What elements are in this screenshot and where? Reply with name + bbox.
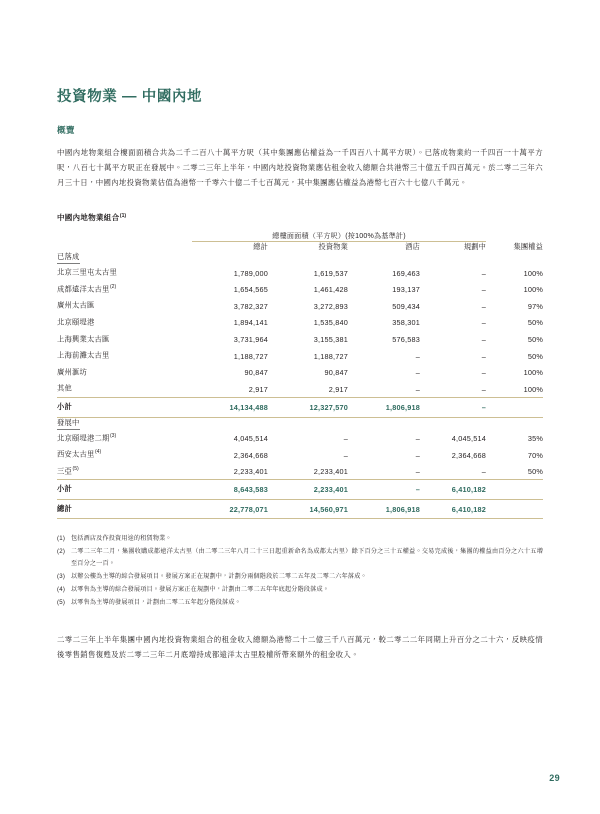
row-name-text: 成都遠洋太古里 <box>57 284 110 294</box>
grand-total-label: 總計 <box>57 499 192 519</box>
table-body-completed <box>57 252 543 417</box>
cell-planned: – <box>481 285 487 295</box>
cell-hotel: – <box>415 351 420 361</box>
row-name-text: 三亞 <box>57 466 72 476</box>
closing-paragraph: 二零二三年上半年集團中國內地投資物業組合的租金收入總額為港幣二十二億三千八百萬元，較二零二二年同期上升百分之二十六，反映疫情後零售銷售復甦及於二零二三年二月底增持成都遠洋太古里股權所帶來額外的租金收入。 <box>57 634 543 659</box>
cell-total: 4,045,514 <box>233 434 268 444</box>
section-label-cell <box>57 417 543 430</box>
row-name-text: 上海前灘太古里 <box>57 350 110 360</box>
table-row <box>57 347 543 364</box>
footnote-text: 以零售為主導的綜合發展項目。發展方案正在規劃中，計劃由二零二五年年底起分階段落成。 <box>71 585 330 593</box>
cell-interest: 35% <box>527 434 544 444</box>
row-name <box>57 430 192 447</box>
grand-total-planned: 6,410,182 <box>420 499 486 519</box>
row-footnote-marker: (5) <box>72 465 79 472</box>
cell-hotel: 509,434 <box>392 301 420 311</box>
cell-planned: – <box>481 368 487 378</box>
cell-interest: 50% <box>527 467 544 477</box>
subtotal-planned: 6,410,182 <box>420 480 486 500</box>
row-name <box>57 364 192 381</box>
cell-investment: 1,535,840 <box>313 318 348 328</box>
cell-planned: – <box>481 384 487 394</box>
subtotal-row-development <box>57 480 543 500</box>
cell-investment: 2,917 <box>328 384 348 394</box>
row-name <box>57 297 192 314</box>
cell-investment: 2,233,401 <box>313 467 348 477</box>
cell-planned: – <box>481 351 487 361</box>
row-footnote-marker: (4) <box>94 449 102 456</box>
overview-heading: 概覽 <box>57 124 75 135</box>
section-label-row-development <box>57 417 543 430</box>
row-name-text: 廣州滙坊 <box>57 367 87 377</box>
row-name-text: 西安太古里 <box>57 449 95 459</box>
subtotal-interest <box>486 480 543 500</box>
footnote-item <box>57 571 543 583</box>
footnote-item <box>57 584 543 596</box>
footnote-marker: (3) <box>57 572 66 580</box>
cell-investment: 1,188,727 <box>313 351 348 361</box>
table-title-text: 中國內地物業組合 <box>57 213 120 223</box>
cell-total: 2,233,401 <box>233 467 268 477</box>
footnote-item <box>57 597 543 609</box>
row-name <box>57 281 192 298</box>
cell-investment: 3,272,893 <box>313 301 348 311</box>
grand-total-hotel: 1,806,918 <box>348 499 420 519</box>
footnote-marker: (2) <box>57 548 66 556</box>
table-row <box>57 331 543 348</box>
cell-investment: – <box>343 450 348 460</box>
cell-interest: 100% <box>523 268 544 278</box>
table-title <box>57 212 543 223</box>
page-number: 29 <box>549 773 560 783</box>
row-name <box>57 347 192 364</box>
cell-interest: 100% <box>523 368 544 378</box>
footnote-text: 以零售為主導的發展項目，計劃由二零二五年起分階段落成。 <box>71 598 241 606</box>
row-footnote-marker <box>109 334 110 340</box>
cell-planned: – <box>481 301 487 311</box>
table-row <box>57 314 543 331</box>
cell-interest: 70% <box>527 450 544 460</box>
row-footnote-marker <box>94 317 95 323</box>
cell-hotel: – <box>415 467 420 477</box>
footnote-text: 以辦公樓為主導的綜合發展項目。發展方案正在規劃中，計劃分兩個階段於二零二五年及二零二六年落成。 <box>71 572 367 580</box>
row-name-text: 廣州太古匯 <box>57 300 95 310</box>
cell-total: 3,731,964 <box>233 335 268 345</box>
cell-investment: 1,619,537 <box>313 268 348 278</box>
cell-total: 1,894,141 <box>233 318 268 328</box>
grand-total-total: 22,778,071 <box>192 499 268 519</box>
cell-hotel: – <box>415 384 420 394</box>
table-row <box>57 463 543 480</box>
row-name <box>57 264 192 281</box>
cell-total: 1,188,727 <box>233 351 268 361</box>
cell-hotel: – <box>415 450 420 460</box>
table-row <box>57 380 543 397</box>
row-name-text: 其他 <box>57 383 72 393</box>
subtotal-total: 8,643,583 <box>192 480 268 500</box>
cell-planned: – <box>481 467 487 477</box>
col-head-hotel: 酒店 <box>405 242 420 252</box>
cell-hotel: – <box>415 434 420 444</box>
col-head-name <box>57 242 192 253</box>
cell-hotel: 193,137 <box>392 285 420 295</box>
table-row <box>57 297 543 314</box>
row-footnote-marker <box>72 383 73 389</box>
row-name-text: 北京頤堤港 <box>57 317 95 327</box>
page-title: 投資物業 — 中國內地 <box>57 89 203 105</box>
row-name <box>57 446 192 463</box>
footnote-item <box>57 533 543 545</box>
grand-total-interest <box>486 499 543 519</box>
table-row <box>57 281 543 298</box>
footnote-text: 二零二三年二月，集團收購成都遠洋太古里（由二零二三年八月二十三日起重新命名為成都太古里）餘下百分之三十五權益。交易完成後，集團的權益由百分之六十五增至百分之一百。 <box>71 548 543 568</box>
row-footnote-marker: (2) <box>109 283 117 290</box>
cell-planned: – <box>481 268 487 278</box>
table-body-under-development <box>57 417 543 519</box>
subtotal-total: 14,134,488 <box>192 398 268 418</box>
cell-interest: 50% <box>527 318 544 328</box>
table-row <box>57 446 543 463</box>
col-head-interest: 集團權益 <box>513 242 544 252</box>
col-head-investment: 投資物業 <box>318 242 348 252</box>
cell-investment: 90,847 <box>324 368 348 378</box>
footnote-marker: (4) <box>57 585 66 593</box>
row-name <box>57 463 192 480</box>
footnote-marker: (1) <box>57 535 66 543</box>
cell-hotel: 358,301 <box>392 318 420 328</box>
cell-planned: 2,364,668 <box>451 450 487 460</box>
subtotal-hotel: – <box>348 480 420 500</box>
cell-investment: 3,155,381 <box>313 335 348 345</box>
row-footnote-marker <box>87 367 88 373</box>
subtotal-label: 小計 <box>57 398 192 418</box>
section-label-development: 發展中 <box>57 418 80 430</box>
cell-total: 3,782,327 <box>233 301 268 311</box>
row-footnote-marker <box>94 300 95 306</box>
subtotal-investment: 2,233,401 <box>268 480 348 500</box>
china-portfolio-table <box>57 231 543 519</box>
table-head <box>57 231 543 252</box>
cell-total: 90,847 <box>244 368 268 378</box>
col-head-total: 總計 <box>253 242 268 252</box>
subtotal-interest <box>486 398 543 418</box>
cell-investment: – <box>343 434 348 444</box>
col-head-planned: 規劃中 <box>463 242 487 252</box>
cell-planned: 4,045,514 <box>451 434 487 444</box>
cell-total: 2,364,668 <box>233 450 268 460</box>
subtotal-label: 小計 <box>57 480 192 500</box>
footnote-text: 包括酒店及作投資用途的租賃物業。 <box>71 535 172 543</box>
cell-planned: – <box>481 335 487 345</box>
row-name <box>57 314 192 331</box>
row-footnote-marker <box>117 267 118 273</box>
row-footnote-marker: (3) <box>109 432 117 439</box>
cell-hotel: 576,583 <box>392 335 420 345</box>
cell-interest: 100% <box>523 384 544 394</box>
footnote-item <box>57 546 543 570</box>
table-row <box>57 364 543 381</box>
subtotal-investment: 12,327,570 <box>268 398 348 418</box>
table-group-header-row <box>57 231 543 242</box>
grand-total-row <box>57 499 543 519</box>
row-name-text: 上海興業太古匯 <box>57 334 110 344</box>
cell-interest: 50% <box>527 351 544 361</box>
cell-total: 1,789,000 <box>233 268 268 278</box>
section-label-completed: 已落成 <box>57 252 80 264</box>
row-name <box>57 380 192 397</box>
subtotal-hotel: 1,806,918 <box>348 398 420 418</box>
row-name-text: 北京三里屯太古里 <box>57 267 117 277</box>
cell-investment: 1,461,428 <box>313 285 348 295</box>
section-label-cell <box>57 252 543 264</box>
cell-interest: 97% <box>527 301 544 311</box>
group-header-spacer-right <box>486 231 543 242</box>
subtotal-planned: – <box>420 398 486 418</box>
row-footnote-marker <box>109 350 110 356</box>
table-column-header-row <box>57 242 543 253</box>
subtotal-row-completed <box>57 398 543 418</box>
overview-paragraph: 中國內地物業組合樓面面積合共為二千二百八十萬平方呎（其中集團應佔權益為一千四百八十萬平方呎）。已落成物業約一千四百一十萬平方呎，八百七十萬平方呎正在發展中。二零二三年上半年，中國內地投資物業應佔租金收入總額合共港幣三十億五千四百萬元。於二零二三年六月三十日，中國內地投資物業估值為港幣一千零六十億二千七百萬元，其中集團應佔權益為港幣七百六十七億八千萬元。 <box>57 147 543 188</box>
table-row <box>57 264 543 281</box>
cell-interest: 50% <box>527 335 544 345</box>
row-name <box>57 331 192 348</box>
cell-total: 2,917 <box>248 384 268 394</box>
group-header-spacer <box>57 231 192 242</box>
footnotes-list <box>57 533 543 608</box>
cell-hotel: – <box>415 368 420 378</box>
page-content <box>57 88 543 662</box>
table-title-footnote-marker: (1) <box>119 212 127 219</box>
cell-planned: – <box>481 318 487 328</box>
cell-interest: 100% <box>523 285 544 295</box>
table-row <box>57 430 543 447</box>
grand-total-investment: 14,560,971 <box>268 499 348 519</box>
cell-total: 1,654,565 <box>233 285 268 295</box>
cell-hotel: 169,463 <box>392 268 420 278</box>
footnote-marker: (5) <box>57 598 66 606</box>
group-header-gfa: 總樓面面積（平方呎）(按100%為基準計) <box>192 231 486 242</box>
row-name-text: 北京頤堤港二期 <box>57 433 110 443</box>
section-label-row-completed <box>57 252 543 264</box>
